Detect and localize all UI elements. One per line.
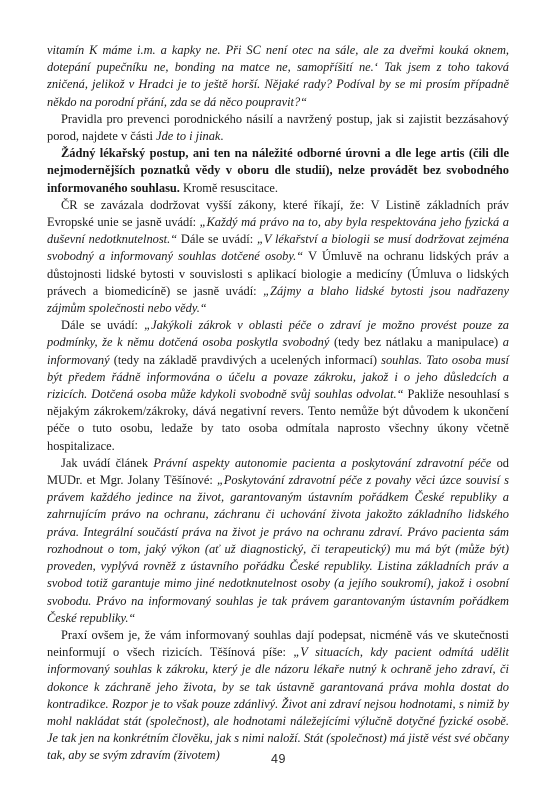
body-text xyxy=(47,42,509,765)
paragraph xyxy=(47,627,509,765)
text-run: od MUDr. et Mgr. Jolany Těšínové: xyxy=(47,455,509,488)
text-run: Jak uvádí článek xyxy=(61,455,154,470)
italic-run: Jde to i jinak xyxy=(156,129,221,144)
italic-run: „Jakýkoli zákrok v oblasti péče o zdraví je možno provést pouze za podmínky, že k němu dotčená osoba poskytla svobodný xyxy=(47,318,509,350)
text-run: ČR se zavázala dodržovat vyšší zákony, které říkají, že: V Listině základních práv Evropské unie se jasně uvádí: xyxy=(47,197,509,230)
text-run: Kromě resuscitace. xyxy=(179,180,278,195)
italic-run: vitamín K máme i.m. a kapky ne. Při SC není otec na sále, ale za dveřmi kouká oknem, dotepání pupečníku ne, bonding na matce ne, samopříšití ne.‘ Tak jsem z toho taková zničená, jelikož v Hradci je to ještě horší. Nějaké rady? Podíval by se mi prosím případně někdo na porodní přání, zda se dá něco poupravit?“ xyxy=(47,43,509,109)
bold-run: Žádný lékařský postup, ani ten na náležité odborné úrovni a dle lege artis (čili dle nejmodernějších poznatků vědy v oboru dle studií), nelze provádět bez svobodného informovaného souhlasu. xyxy=(47,146,509,195)
paragraph xyxy=(47,197,509,317)
paragraph xyxy=(47,42,509,111)
text-run: (tedy na základě pravdivých a ucelených informací) xyxy=(109,352,382,367)
italic-run: „Každý má právo na to, aby byla respektována jeho fyzická a duševní nedotknutelnost.“ xyxy=(47,215,509,247)
page-number: 49 xyxy=(271,752,286,766)
text-run: (tedy bez nátlaku a manipulace) xyxy=(329,335,503,350)
italic-run: „Zájmy a blaho lidské bytosti jsou nadřazeny zájmům společnosti nebo vědy.“ xyxy=(47,283,510,316)
text-run: Dále se uvádí: xyxy=(177,232,257,247)
italic-run: „V lékařství a biologii se musí dodržovat zejména svobodný a informovaný souhlas dotčené osoby.“ xyxy=(47,232,509,264)
text-run: V Úmluvě na ochranu lidských práv a důstojnosti lidské bytosti v souvislosti s aplikací biologie a medicíny (Úmluva o lidských právech a biomedicíně) se jasně uvádí: xyxy=(47,249,509,298)
paragraph xyxy=(47,455,509,627)
italic-run: „Poskytování zdravotní péče z povahy věci úzce souvisí s právem každého jedince na život, garantovaným ústavním pořádkem České republiky a zahrnujícím právo na ochranu, záchranu či uchování života jakožto základního lidského práva. Integrální součástí práva na život je právo na ochranu zdraví. Právo pacienta sám rozhodnout o tom, jaký výkon (ať už diagnostický, či terapeutický) mu má být (může být) proveden, vyplývá rovněž z ústavního pořádku České republiky. Listina základních práv a svobod totiž garantuje mimo jiné nedotknutelnost osoby (a jejího soukromí), jakož i osobní svobodu. Právo na informovaný souhlas je tak právem garantovaným ústavním pořádkem České republiky.“ xyxy=(47,473,509,625)
text-run: Dále se uvádí: xyxy=(61,318,145,333)
paragraph xyxy=(47,145,509,197)
text-run: Pakliže nesouhlasí s nějakým zákrokem/zákroky, dává negativní revers. Tento nemůže být důvodem k ukončení péče o tuto osobu, ledaže by tato osoba odmítala naprosto všechny úkony včetně hospitalizace. xyxy=(47,387,509,453)
italic-run: souhlas. Tato osoba musí být předem řádně informována o účelu a povaze zákroku, jakož i o jeho důsledcích a rizicích. Dotčená osoba může kdykoli svobodně svůj souhlas odvolat.“ xyxy=(47,352,509,402)
italic-run: a informovaný xyxy=(47,335,509,367)
text-run: Praxí ovšem je, že vám informovaný souhlas dají podepsat, nicméně vás ve skutečnosti neinformují o všech rizicích. Těšínová píše: xyxy=(47,627,509,660)
paragraph xyxy=(47,111,509,145)
paragraph xyxy=(47,317,509,455)
text-run: Pravidla pro prevenci porodnického násilí a navržený postup, jak si zajistit bezzásahový porod, najdete v části xyxy=(47,111,509,144)
italic-run: Právní aspekty autonomie pacienta a poskytování zdravotní péče xyxy=(153,455,492,470)
italic-run: „V situacích, kdy pacient odmítá udělit informovaný souhlas k zákroku, který je dle názoru lékaře nutný k ochraně jeho zdraví, či dokonce k záchraně jeho života, by se tak ústavně garantovaná práva mohla dostat do kontradikce. Rozpor je to však pouze zdánlivý. Život ani zdraví nejsou hodnotami, s nimiž by mohl nakládat stát (společnost), ale hodnotami náležejícími výlučně dotyčné fyzické osobě. Je tak jen na konkrétním člověku, jak s nimi naloží. Stát (společnost) má jistě vést své občany tak, aby se svým zdravím (životem) xyxy=(47,645,509,763)
text-run: . xyxy=(220,129,224,144)
